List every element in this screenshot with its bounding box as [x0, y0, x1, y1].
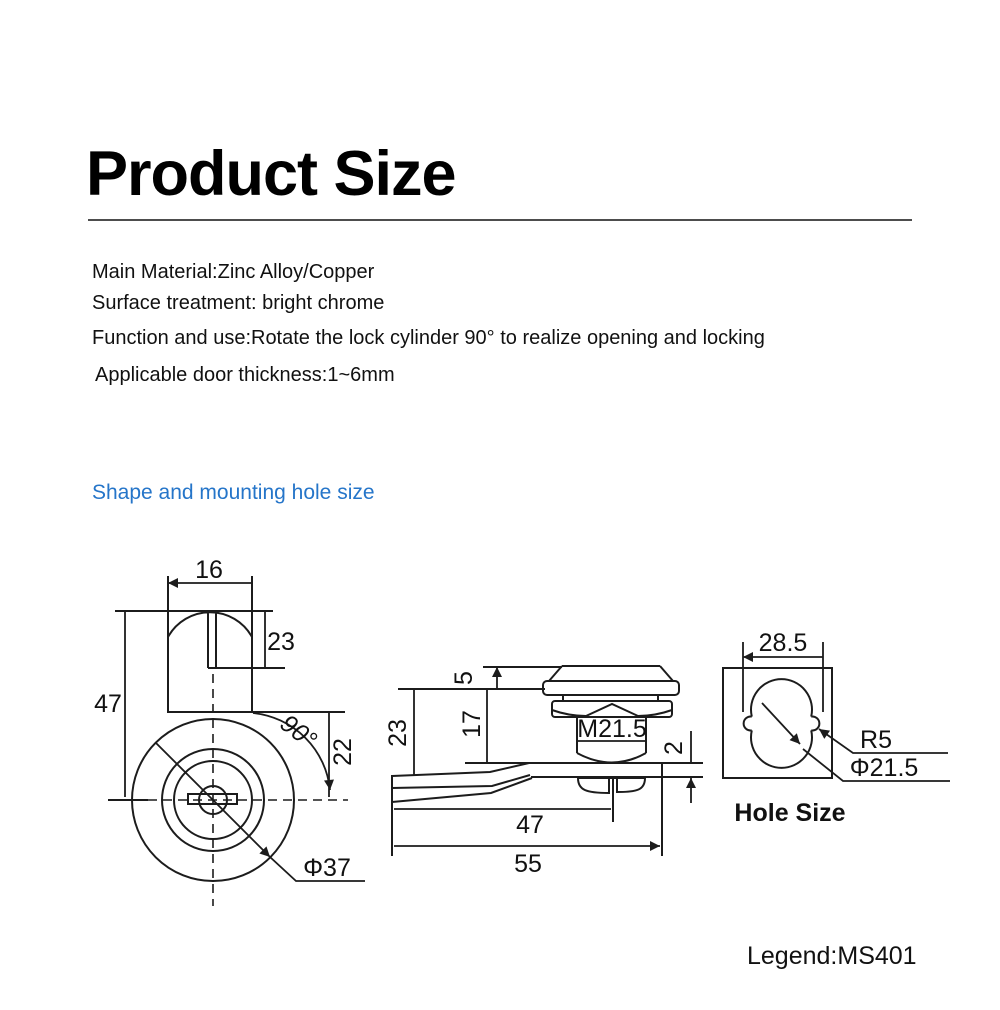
dim-label-thread: M21.5 [577, 715, 647, 743]
dim-label-hole-diameter: Φ21.5 [849, 754, 919, 782]
dim-label-overall-length: 55 [514, 850, 542, 878]
spec-function-use: Function and use:Rotate the lock cylinder 90° to realize opening and locking [92, 327, 765, 349]
dim-label-hole-width: 28.5 [758, 629, 808, 657]
legend-model: Legend:MS401 [747, 942, 917, 970]
hole-size-view [723, 629, 950, 827]
dim-label-diameter: Φ37 [303, 854, 351, 882]
dim-label-exposed-length: 17 [458, 710, 486, 738]
dim-label-cam-length: 47 [516, 811, 544, 839]
front-view-outline [108, 576, 345, 800]
section-heading: Shape and mounting hole size [92, 481, 375, 504]
dim-label-rotation: 90° [274, 709, 322, 755]
dim-label-width: 16 [195, 556, 223, 584]
dim-label-notch-radius: R5 [860, 726, 892, 754]
dim-label-offset: 22 [329, 738, 357, 766]
lock-head-brim [543, 681, 679, 695]
spec-main-material: Main Material:Zinc Alloy/Copper [92, 261, 375, 283]
page-title: Product Size [86, 139, 456, 209]
mounting-plate [723, 668, 832, 778]
spec-door-thickness: Applicable door thickness:1~6mm [95, 364, 395, 386]
side-view [384, 666, 703, 878]
dim-label-total-depth: 23 [384, 719, 412, 747]
hole-size-caption: Hole Size [734, 799, 846, 827]
front-view [94, 556, 365, 906]
spec-surface-treatment: Surface treatment: bright chrome [92, 292, 385, 314]
dim-label-height: 47 [94, 690, 122, 718]
dim-label-cam-thickness: 2 [660, 741, 688, 755]
dim-label-tab-depth: 23 [267, 628, 295, 656]
dim-label-head-height: 5 [450, 671, 478, 685]
